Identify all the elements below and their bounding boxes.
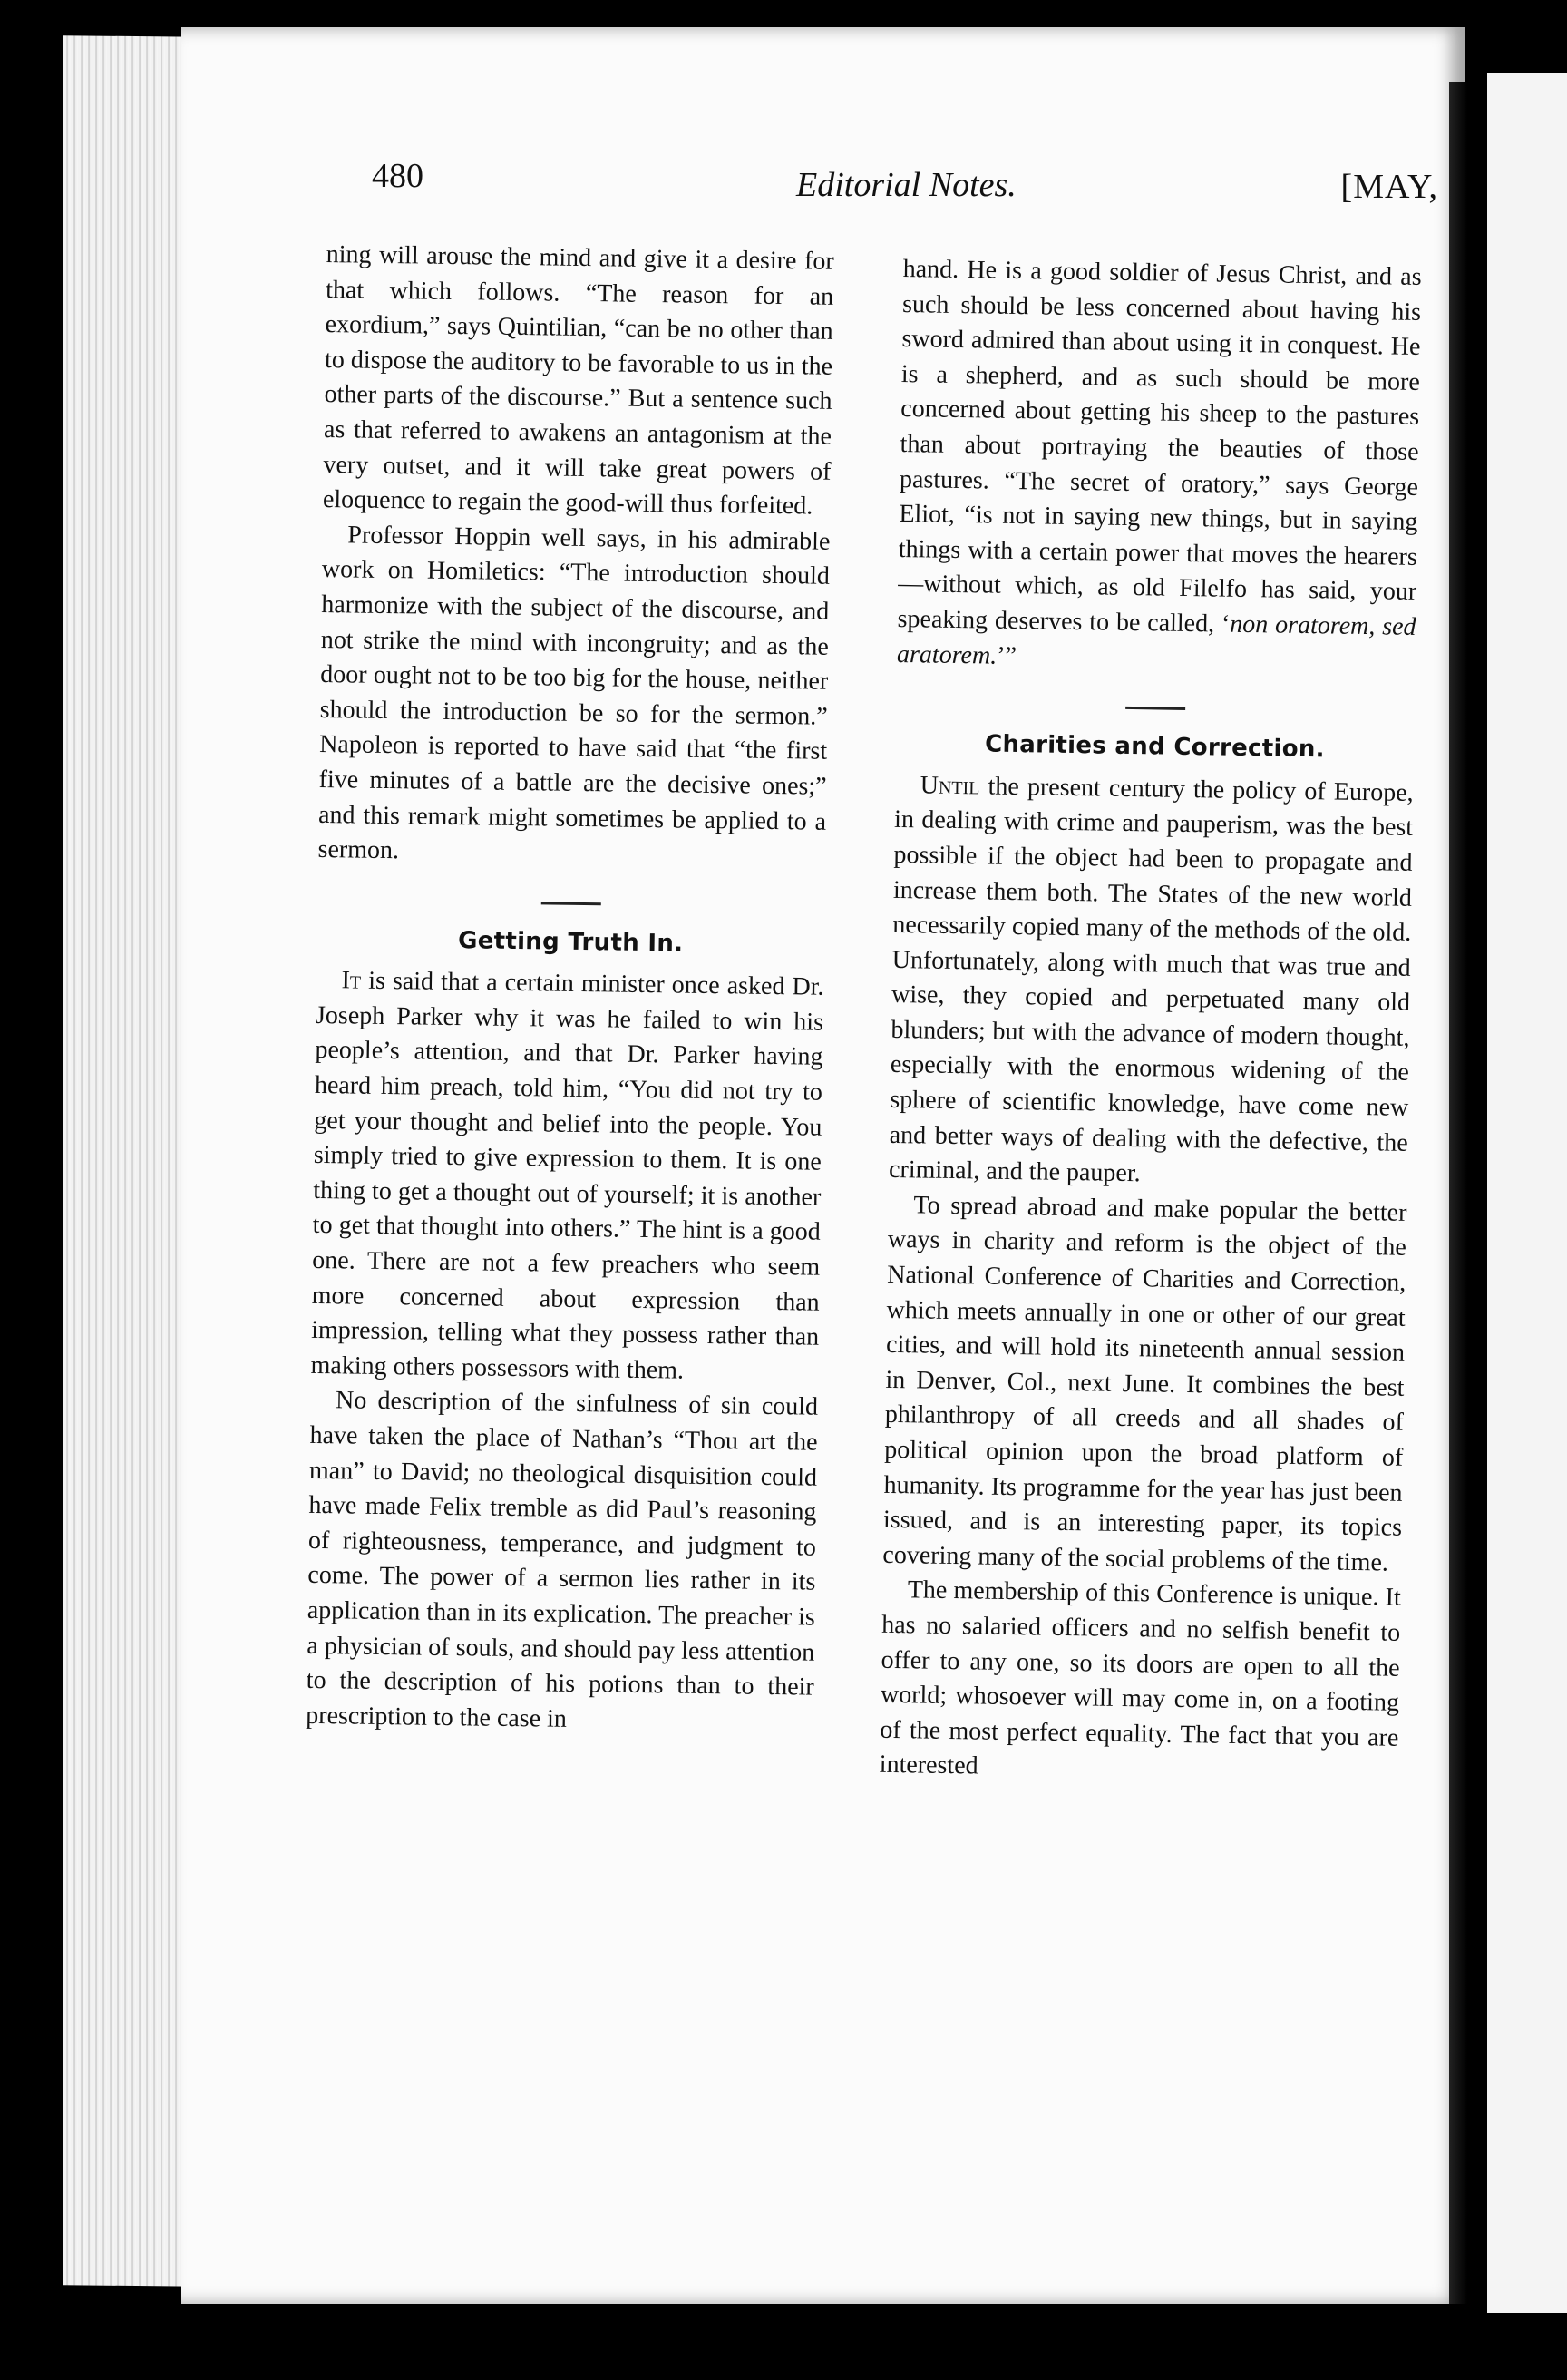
paragraph: Professor Hoppin well says, in his admirable work on Homiletics: “The introduction should harmonize with the subject of the discourse, and not strike the mind with incongruity; and as the door ought not to be too big for the house, neither should the introduction be so for the sermon.” Napoleon is reported to have said that “the first five minutes of a battle are the decisive ones;” and this remark might sometimes be applied to a sermon. — [317, 521, 831, 865]
paragraph: The membership of this Conference is unique. It has no salaried officers and no selfish benefit to offer to any one, so its doors are open to all the world; whosoever will may come in, on a footing of the most perfect equality. The fact that you are interested — [879, 1575, 1402, 1780]
page-edges — [63, 35, 200, 2287]
paragraph: To spread abroad and make popular the better ways in charity and reform is the object of the National Conference of Charities and Correction, which meets annually in one or other of our great cities, and will hold its nineteenth annual session in Denver, Col., next June. It combines the best philanthropy of all creeds and all shades of political opinion upon the broad platform of humanity. Its programme for the year has just been issued, and is an interesting paper, its topics covering many of the social problems of the time. — [882, 1191, 1407, 1577]
section-heading: Charities and Correction. — [984, 730, 1326, 764]
page-number: 480 — [372, 157, 423, 195]
paragraph — [310, 963, 823, 1390]
running-header — [372, 156, 1438, 210]
lead-word: It — [341, 966, 362, 995]
header-month: [MAY, — [1340, 168, 1438, 206]
facing-page-edge — [1487, 73, 1567, 2313]
right-column — [879, 252, 1421, 1791]
lead-word: Until — [920, 771, 980, 801]
paragraph — [889, 768, 1414, 1196]
paragraph — [897, 252, 1422, 680]
paragraph: ning will arouse the mind and give it a desire for that which follows. “The reason for an exordium,” says Quintilian, “can be no other than to dispose the auditory to be favorable to us in the other parts of the discourse.” But a sentence such as that referred to awakens an antagonism at the very outset, and it will take great powers of eloquence to regain the good-will thus forfeited. — [322, 239, 834, 521]
paragraph: No description of the sinfulness of sin could have taken the place of Nathan’s “Thou art the man” to David; no theological disquisition could have made Felix tremble as did Paul’s reasoning of righteousness, temperance, and judgment to come. The power of a sermon lies rather in its application than in its explication. The preacher is a physician of souls, and should pay less attention to the description of his potions than to their prescription to the case in — [306, 1386, 819, 1733]
closing-quote: ’” — [996, 641, 1017, 670]
paragraph-text: the present century the policy of Europe, in dealing with crime and pauperism, was the best possible if the object had been to propagate and increase them both. The States of the new world necessarily copied many of the methods of the old. Unfortunately, along with much that was true and wise, they copied and perpetuated many old blunders; but with the advance of modern thought, especially with the enormous widening of the sphere of scientific knowledge, have come new and better ways of dealing with the defective, the criminal, and the pauper. — [888, 772, 1414, 1188]
paragraph-text: is said that a certain minister once asked Dr. Joseph Parker why it was he failed to win his people’s attention, and that Dr. Parker having heard him preach, told him, “You did not try to get your thought and belief into the people. You simply tried to give expression to them. It is one thing to get a thought out of yourself; it is another to get that thought into others.” The hint is a good one. There are not a few preachers who seem more concerned about expression than impression, telling what they possess rather than making others possessors with them. — [310, 966, 824, 1385]
running-title: Editorial Notes. — [796, 166, 1017, 204]
section-divider — [1125, 707, 1185, 710]
gutter-shadow — [1449, 82, 1467, 2304]
section-heading: Getting Truth In. — [457, 926, 684, 958]
latin-phrase: non oratorem, sed aratorem. — [896, 610, 1416, 670]
section-divider — [541, 902, 601, 905]
left-column — [306, 238, 834, 1741]
paragraph-text: hand. He is a good soldier of Jesus Christ, and as such should be less concerned about having his sword admired than about using it in conquest. He is a shepherd, and as such should be more concerned about getting his sheep to the pastures than about portraying the beauties of those pastures. “The secret of oratory,” says George Eliot, “is not in saying new things, but in saying things with a certain power that moves the hearers—without which, as old Filelfo has said, your speaking deserves to be called, ‘ — [897, 254, 1422, 639]
